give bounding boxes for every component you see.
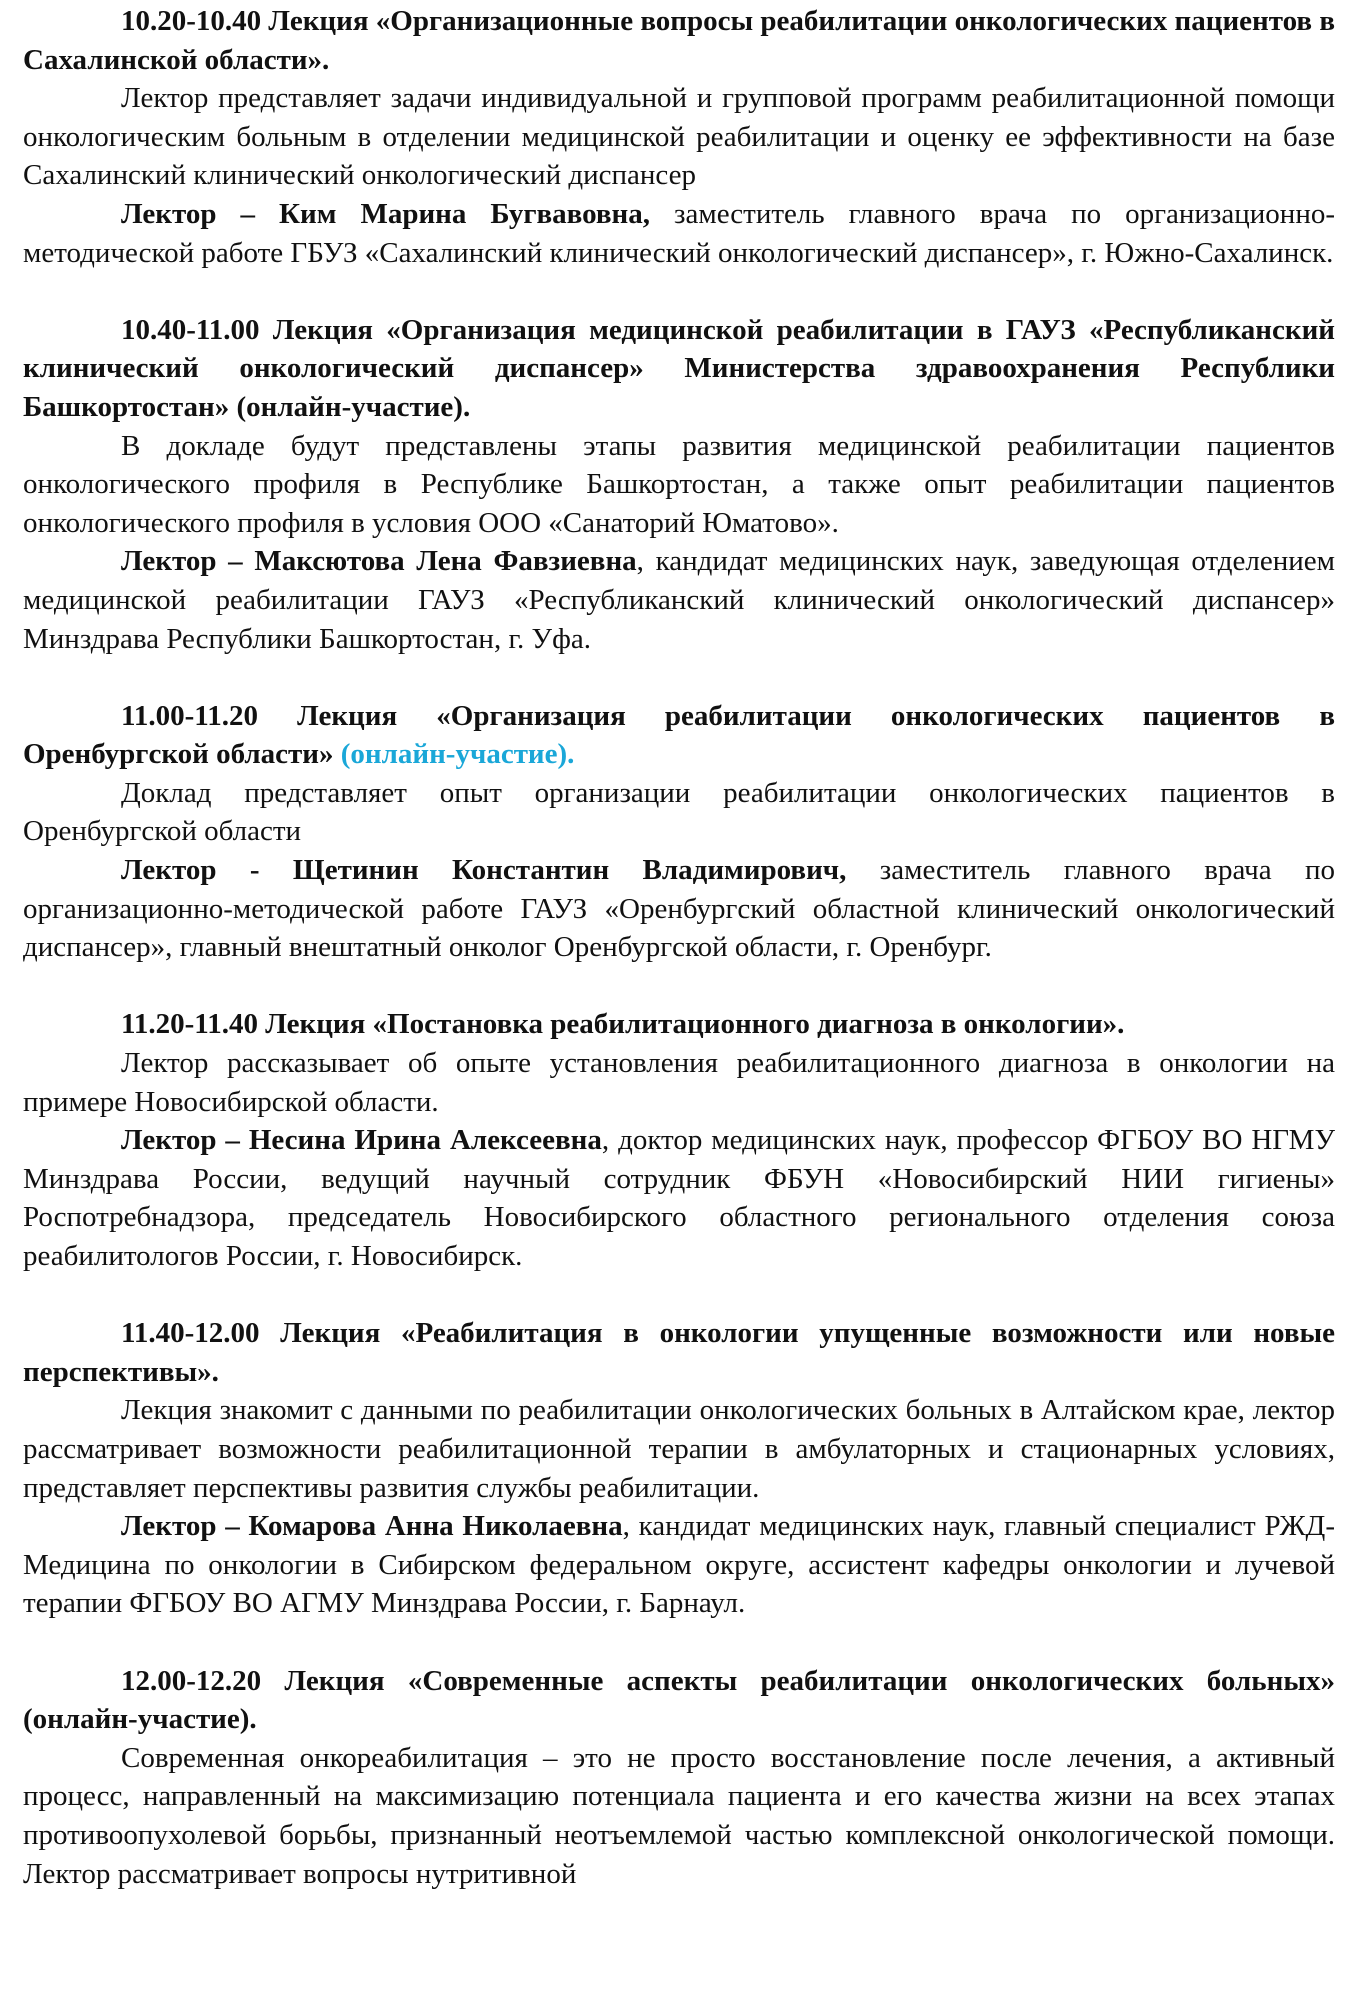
session-heading — [23, 1314, 1335, 1391]
session-heading-text: 10.40-11.00 Лекция «Организация медицинской реабилитации в ГАУЗ «Республиканский клинический онкологический диспансер» Министерства здравоохранения Республики Башкортостан» (онлайн-участие). — [23, 313, 1335, 423]
lecturer-details: , кандидат медицинских наук, главный специалист РЖД-Медицина по онкологии в Сибирском федеральном округе, ассистент кафедры онкологии и лучевой терапии ФГБОУ ВО АГМУ Минздрава России, г. Барнаул. — [23, 1510, 1335, 1620]
document-page — [23, 2, 1335, 1893]
session-lecturer — [23, 1507, 1335, 1623]
session-heading-text: 11.40-12.00 Лекция «Реабилитация в онкологии упущенные возможности или новые перспективы». — [23, 1317, 1335, 1388]
lecturer-details: заместитель главного врача по организационно-методической работе ГАУЗ «Оренбургский областной клинический онкологический диспансер», главный внештатный онколог Оренбургской области, г. Оренбург. — [23, 854, 1335, 964]
lecturer-name: Лектор – Максютова Лена Фавзиевна — [121, 545, 637, 578]
session-block-2 — [23, 311, 1335, 658]
session-heading — [23, 1005, 1335, 1044]
session-lecturer — [23, 1121, 1335, 1275]
session-heading-text: 11.00-11.20 Лекция «Организация реабилитации онкологических пациентов в Оренбургской области» — [23, 699, 1335, 771]
session-heading-text: 11.20-11.40 Лекция «Постановка реабилитационного диагноза в онкологии». — [121, 1008, 1125, 1041]
lecturer-details: , кандидат медицинских наук, заведующая отделением медицинской реабилитации ГАУЗ «Республиканский клинический онкологический диспансер» Минздрава Республики Башкортостан, г. Уфа. — [23, 545, 1335, 655]
session-block-6 — [23, 1662, 1335, 1894]
lecturer-name: Лектор – Несина Ирина Алексеевна — [121, 1124, 602, 1157]
session-block-4 — [23, 1005, 1335, 1275]
lecturer-details: , доктор медицинских наук, профессор ФГБОУ ВО НГМУ Минздрава России, ведущий научный сотрудник ФБУН «Новосибирский НИИ гигиены» Роспотребнадзора, председатель Новосибирского областного регионального отделения союза реабилитологов России, г. Новосибирск. — [23, 1124, 1335, 1272]
session-description: Доклад представляет опыт организации реабилитации онкологических пациентов в Оренбургской области — [23, 776, 1335, 848]
session-heading-text: 10.20-10.40 Лекция «Организационные вопросы реабилитации онкологических пациентов в Сахалинской области». — [23, 5, 1335, 76]
session-heading — [23, 2, 1335, 79]
session-description: В докладе будут представлены этапы развития медицинской реабилитации пациентов онкологического профиля в Республике Башкортостан, а также опыт реабилитации пациентов онкологического профиля в условия ООО «Санаторий Юматово». — [23, 429, 1335, 539]
lecturer-name: Лектор - Щетинин Константин Владимирович, — [121, 854, 847, 887]
session-description: Современная онкореабилитация – это не просто восстановление после лечения, а активный процесс, направленный на максимизацию потенциала пациента и его качества жизни на всех этапах противоопухолевой борьбы, признанный неотъемлемой частью комплексной онкологической помощи. Лектор рассматривает вопросы нутритивной — [23, 1741, 1335, 1890]
lecturer-name: Лектор – Комарова Анна Николаевна — [121, 1510, 623, 1543]
session-description: Лектор представляет задачи индивидуальной и групповой программ реабилитационной помощи онкологическим больным в отделении медицинской реабилитации и оценку ее эффективности на базе Сахалинский клинический онкологический диспансер — [23, 82, 1335, 192]
session-lecturer — [23, 851, 1335, 967]
session-heading — [23, 311, 1335, 427]
session-block-1 — [23, 2, 1335, 272]
session-block-3 — [23, 697, 1335, 967]
session-heading — [23, 697, 1335, 774]
session-heading — [23, 1662, 1335, 1739]
session-lecturer — [23, 195, 1335, 272]
session-description: Лекция знакомит с данными по реабилитации онкологических больных в Алтайском крае, лектор рассматривает возможности реабилитационной терапии в амбулаторных и стационарных условиях, представляет перспективы развития службы реабилитации. — [23, 1394, 1335, 1504]
session-lecturer — [23, 542, 1335, 658]
session-block-5 — [23, 1314, 1335, 1623]
online-participation-label: (онлайн-участие). — [340, 738, 575, 771]
lecturer-details: заместитель главного врача по организационно-методической работе ГБУЗ «Сахалинский клинический онкологический диспансер», г. Южно-Сахалинск. — [23, 197, 1335, 269]
session-heading-text: 12.00-12.20 Лекция «Современные аспекты реабилитации онкологических больных» (онлайн-участие). — [23, 1664, 1335, 1736]
lecturer-name: Лектор – Ким Марина Бугвавовна, — [121, 197, 651, 230]
session-description: Лектор рассказывает об опыте установления реабилитационного диагноза в онкологии на примере Новосибирской области. — [23, 1047, 1335, 1118]
